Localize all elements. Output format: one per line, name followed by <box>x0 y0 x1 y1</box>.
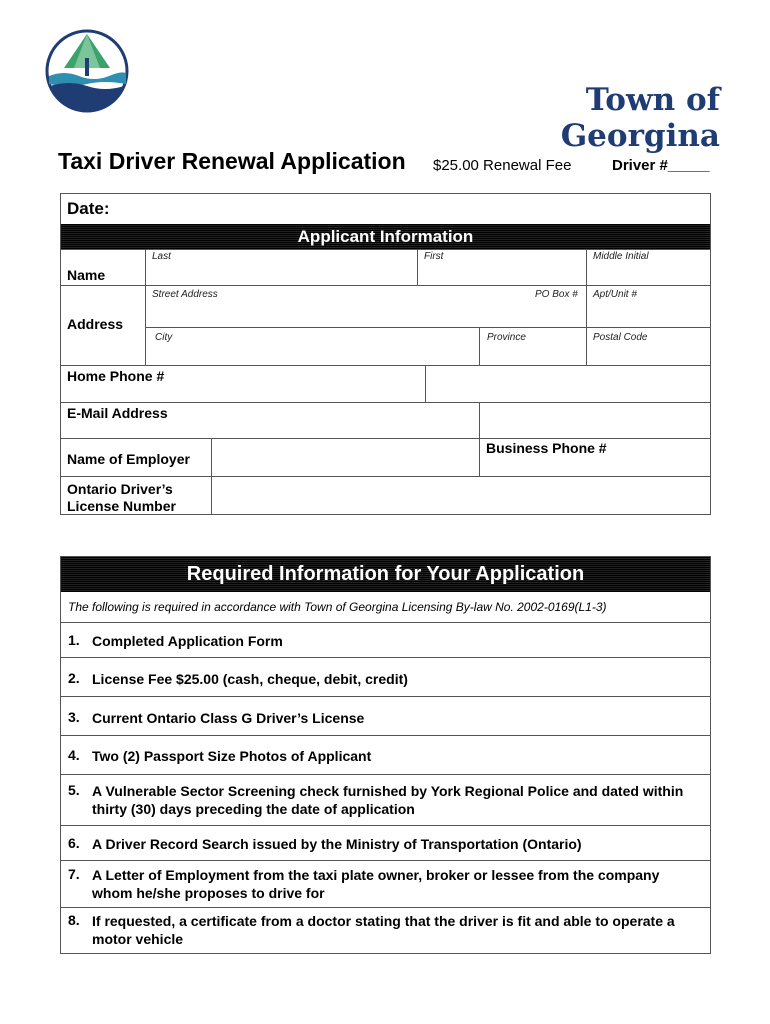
license-label-line1: Ontario Driver’s <box>67 481 173 497</box>
apt-unit-caption: Apt/Unit # <box>593 289 637 300</box>
license-number-field[interactable] <box>211 476 711 515</box>
required-item-number: 3. <box>68 709 80 725</box>
employer-label: Name of Employer <box>67 451 190 467</box>
required-section-header: Required Information for Your Application <box>61 557 710 592</box>
required-item <box>60 826 711 861</box>
required-item <box>60 775 711 826</box>
city-field[interactable] <box>145 327 480 366</box>
name-last-field[interactable] <box>145 249 418 286</box>
business-phone-label: Business Phone # <box>486 440 607 456</box>
date-field[interactable] <box>120 196 705 220</box>
required-item <box>60 736 711 775</box>
po-box-caption: PO Box # <box>535 289 578 300</box>
required-item-text: License Fee $25.00 (cash, cheque, debit, credit) <box>92 671 408 687</box>
required-note-row <box>60 592 711 623</box>
required-item <box>60 908 711 954</box>
name-last-caption: Last <box>152 251 171 262</box>
required-item <box>60 658 711 697</box>
name-first-caption: First <box>424 251 444 262</box>
required-item-number: 5. <box>68 782 80 798</box>
home-phone-label: Home Phone # <box>67 368 165 384</box>
name-label: Name <box>67 267 106 283</box>
name-middle-caption: Middle Initial <box>593 251 649 262</box>
form-title: Taxi Driver Renewal Application <box>58 148 406 174</box>
required-item <box>60 861 711 908</box>
driver-number-field[interactable]: Driver #_____ <box>612 157 710 174</box>
address-label: Address <box>67 316 124 332</box>
required-item-number: 8. <box>68 912 80 928</box>
email-field[interactable] <box>479 402 711 439</box>
required-item-text: If requested, a certificate from a doctor stating that the driver is fit and able to operate a motor vehicle <box>92 913 675 947</box>
town-name: Town of Georgina <box>560 82 720 154</box>
email-label: E-Mail Address <box>67 405 168 421</box>
required-item-text: A Vulnerable Sector Screening check furnished by York Regional Police and dated within thirty (30) days preceding the date of application <box>92 783 684 817</box>
required-item-text: Completed Application Form <box>92 633 283 649</box>
required-item-text: Current Ontario Class G Driver’s License <box>92 710 365 726</box>
street-address-caption: Street Address <box>152 289 218 300</box>
employer-field[interactable] <box>211 438 480 477</box>
required-item-number: 7. <box>68 866 80 882</box>
required-item-text: Two (2) Passport Size Photos of Applicant <box>92 748 372 764</box>
city-caption: City <box>155 332 173 343</box>
required-item-text: A Letter of Employment from the taxi plate owner, broker or lessee from the company whom he/she proposes to drive for <box>92 867 660 901</box>
town-logo-icon <box>44 28 130 114</box>
date-label: Date: <box>67 199 110 218</box>
applicant-section-header: Applicant Information <box>61 224 710 249</box>
postal-code-caption: Postal Code <box>593 332 648 343</box>
province-caption: Province <box>487 332 526 343</box>
required-item-number: 1. <box>68 632 80 648</box>
required-item <box>60 697 711 736</box>
required-item <box>60 623 711 658</box>
required-note: The following is required in accordance with Town of Georgina Licensing By-law No. 2002-0169(L1-3) <box>68 600 607 614</box>
required-item-number: 4. <box>68 747 80 763</box>
required-item-text: A Driver Record Search issued by the Ministry of Transportation (Ontario) <box>92 836 582 852</box>
required-item-number: 2. <box>68 670 80 686</box>
license-label-line2: License Number <box>67 498 176 514</box>
renewal-fee: $25.00 Renewal Fee <box>433 157 572 174</box>
home-phone-field[interactable] <box>425 365 711 403</box>
required-item-number: 6. <box>68 835 80 851</box>
